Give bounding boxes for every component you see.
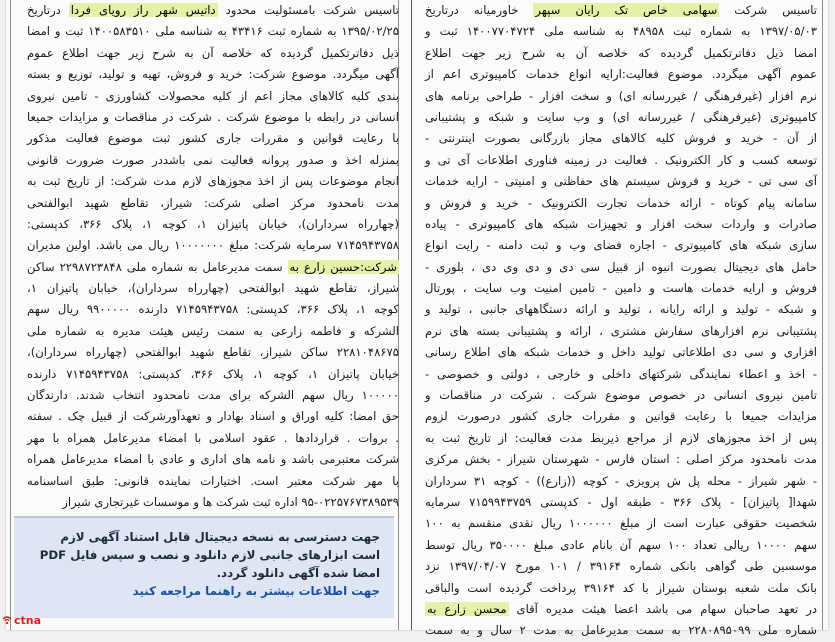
left-text-line: خیابان پاتیزان ۱، کوچه ۱، پلاک ۳۶۶، کدپستی: ۷۱۴۵۹۴۳۷۵۸ دارنده [27, 366, 399, 381]
right-text-line: عموم آگهی میگردد. موضوع فعالیت:ارایه انواع خدمات کامپیوتری اعم از [425, 67, 817, 82]
highlighted-phrase: شرکت:حسین زارع به [289, 259, 397, 274]
guide-link[interactable]: جهت اطلاعات بیشتر به راهنما مراجعه کنید [132, 584, 380, 598]
right-text-line: تامین نیروی انسانی در خصوص موضوع شرکت . شرکت در مناقصات و [425, 388, 817, 403]
right-text-line: توسعه کسب و کار الکترونیک . فعالیت در زمینه فناوری اطلاعات آی تی و [425, 152, 817, 167]
left-text-line: ۹۵-۰۲۲۵۷۶۷۳۸۹۵۳۹ اداره ثبت شرکت ها و موسسات غیرتجاری شیراز [62, 494, 399, 509]
right-text-line: در تعهد صاحبان سهام می باشد اعضا هیئت مدیره آقای محسن زارع به [427, 601, 817, 616]
right-text-line: شخصیت حقوقی عبارت است از مبلغ ۱۰۰۰۰۰۰ ریال نقدی منقسم به ۱۰۰ [425, 516, 817, 531]
right-text-line: افزاری و سی دی اطلاعاتی تولید داخل و خدمات شبکه های اطلاع رسانی [425, 345, 817, 360]
left-text-line: ذیل دفاترتکمیل گردیده که خلاصه آن به شرح زیر جهت اطلاع عموم [27, 45, 399, 60]
right-text-line: - شهر شیراز - محله پل ش پرویزی - کوچه ((زارع)) - کوچه ۳۱ سرداران [425, 473, 818, 488]
column-border-left [10, 0, 11, 630]
right-text-line: صادرات و واردات سخت افزار و تجهیزات شبکه های کامپیوتری - پیاده [425, 216, 817, 231]
right-text-line: آی سی تی - خرید و فروش سیستم های حفاظتی و امنیتی - ارایه خدمات [425, 174, 817, 189]
right-text-line: شهدا[ پاتیزان] - پلاک ۳۶۶ - طبقه اول - کدپستی ۷۱۵۹۹۴۳۷۵۹ سرمایه [425, 494, 817, 509]
left-text-line: شرکت معتبرمی باشد و نامه های اداری و عادی با امضاء مدیرعامل همراه [27, 452, 399, 467]
notice-line-2: است ابزارهای جانبی لازم دانلود و نصب و سپس فایل PDF [39, 548, 380, 562]
left-text-line: تاسیس شرکت بامسئولیت محدود داتیس شهر راز رویای فردا درتاریخ [27, 3, 399, 17]
left-text-line: حق امضا: کلیه اوراق و اسناد بهادار و تعهدآورشرکت از قبیل چک . سفته [27, 409, 399, 424]
highlighted-phrase: سهامی خاص تک رایان سپهر [535, 3, 718, 17]
right-text-line: و شبکه - تولید و ارائه رایانه ، تولید و ارائه دستگاههای جانبی ، تولید و [425, 302, 817, 317]
right-text-line: - اخذ و اعطاء نمایندگی شرکتهای داخلی و خارجی ، دولتی و خصوصی - [425, 366, 817, 381]
right-text-line: سهم ۱۰۰۰۰ ریالی تعداد ۱۰۰ سهم آن بانام عادی مبلغ ۳۵۰۰۰۰ ریال توسط [425, 537, 818, 552]
right-text-line: سامانه پیام کوتاه - ارائه خدمات تجارت الکترونیک - خرید و فروش و [425, 195, 817, 210]
right-text-line: مزایدات جمیعا با رعایت قوانین و مقررات جاری کشور درصورت لزوم [425, 409, 817, 424]
signal-icon [2, 615, 12, 625]
announcement-right-column [422, 0, 820, 638]
left-text-line: انجام موضوعات پس از اخذ مجوزهای لازم مدت شرکت: از تاریخ ثبت به [27, 174, 399, 189]
highlighted-phrase: داتیس شهر راز رویای فردا [70, 3, 216, 17]
logo-text: ctna [14, 613, 42, 627]
left-text-line: ۷۱۴۵۹۴۳۷۵۸ سرمایه شرکت: مبلغ ۱۰۰۰۰۰۰۰ ریال می باشد. اولین مدیران [27, 238, 399, 253]
right-text-line: پشتیبانی نرم افزارهای سفارش مشتری ، ارائه و پشتیبانی بسته های نرم [425, 323, 817, 338]
right-text-line: سازی شبکه های کامپیوتری - اجاره فضای وب و ثبت دامنه - رایت انواع [425, 238, 817, 253]
right-text-line: پس از اخذ مجوزهای لازم از مراجع ذیربط مدت فعالیت: از تاریخ ثبت به [425, 430, 817, 445]
left-text-line: آگهی میگردد. موضوع شرکت: خرید و فروش، تهیه و تولید، توزیع و بسته [27, 67, 399, 82]
left-text-line: مدت نامحدود مرکز اصلی شرکت: شیراز، تقاطع شهید ابوالفتحی [27, 195, 399, 210]
left-text-line: ۲۲۸۱۰۴۸۶۷۵ ساکن شیراز، تقاطع شهید ابوالفتحی (چهارراه سرداران)، [27, 345, 399, 360]
right-text-line: فروش و ارایه خدمات هاست و دامین - تامین امنیت وب سایت ، پورتال [425, 281, 817, 296]
notice-line-3: امضا شده آگهی دانلود گردد. [216, 566, 380, 580]
column-divider [411, 0, 412, 630]
right-text-line: کامپیوتری (غیرفرهنگی / غیررسانه ای) و وب سایت و شبکه و پشتیبانی [425, 109, 817, 124]
newspaper-page [6, 0, 828, 638]
left-text-line: بندی کلیه کالاهای مجاز اعم از کلیه محصولات کشاورزی - تامین نیروی [27, 88, 399, 103]
highlighted-phrase: محسن زارع به [427, 601, 507, 616]
right-text-line: نرم افزار (غیرفرهنگی / غیررسانه ای) و سخت افزار - طراحی برنامه های [425, 88, 817, 103]
left-text-line: . بروات . قراردادها . عقود اسلامی با امضاء مدیرعامل همراه با مهر [27, 430, 399, 445]
left-text-line: (چهارراه سرداران)، خیابان پاتیزان ۱، کوچه ۱، پلاک ۳۶۶، کدپستی: [27, 216, 399, 231]
left-text-line: الشرکه و فاطمه زارعی به سمت رئیس هیئت مدیره به شماره ملی [27, 323, 399, 338]
left-text-line: ۱۰۰۰۰۰ ریال سهم الشرکه برای مدت نامحدود انتخاب شدند. دارندگان [27, 388, 399, 403]
left-text-line: شرکت:حسین زارع به سمت مدیرعامل به شماره ملی ۲۲۹۸۷۲۳۸۴۸ ساکن [27, 259, 397, 274]
left-text-line: با رعایت قوانین و مقررات جاری کشور ثبت موضوع فعالیت مذکور [27, 131, 399, 146]
notice-line-1: جهت دسترسی به نسخه دیجیتال قابل استناد آگهی لازم [60, 530, 380, 544]
right-text-line: حامل های دیجیتال بصورت انبوه از قبیل سی دی و دی وی دی ، بلوری - [425, 259, 817, 274]
right-text-line: بانک ملت شعبه بوستان شیراز با کد ۳۹۱۶۴ پرداخت گردیده است والباقی [425, 580, 817, 595]
right-text-line: موسسین طی گواهی بانکی شماره ۳۹۱۶۴ / ۱۰۱ مورخ ۱۳۹۷/۰۴/۰۷ نزد [425, 559, 817, 574]
right-text-line: ۱۳۹۷/۰۵/۰۳ به شماره ثبت ۴۸۹۵۸ به شناسه ملی ۱۴۰۰۷۷۰۴۷۲۴ ثبت و [425, 24, 817, 39]
right-text-line: شماره ملی ۲۲۸۰۸۹۵۰۹۹ به سمت مدیرعامل به مدت ۲ سال و به سمت [425, 623, 817, 638]
right-text-line: امضا ذیل دفاترتکمیل گردیده که خلاصه آن به شرح زیر جهت اطلاع [425, 45, 817, 60]
left-text-line: شیراز، تقاطع شهید ابوالفتحی (چهارراه سرداران)، خیابان پاتیزان ۱، [27, 281, 399, 296]
right-text-line: از آن - خرید و فروش کلیه کالاهای مجاز بازرگانی بصورت اینترنتی - [425, 131, 817, 146]
left-text-line: بمنزله اخذ و صدور پروانه فعالیت نمی باشددر صورت ضرورت قانونی [27, 152, 399, 167]
left-text-line: با مهر شرکت معتبر است. اختیارات نماینده قانونی: طبق اساسنامه [27, 473, 399, 488]
digital-copy-notice [14, 516, 394, 618]
left-text-line: کوچه ۱، پلاک ۳۶۶، کدپستی: ۷۱۴۵۹۴۳۷۵۸ دارنده ۹۹۰۰۰۰۰ ریال سهم [27, 302, 399, 317]
column-border-right [822, 0, 823, 630]
site-logo [2, 612, 41, 628]
right-text-line: تاسیس شرکت سهامی خاص تک رایان سپهر خاورمیانه درتاریخ [425, 3, 817, 17]
left-text-line: ۱۳۹۵/۰۲/۲۵ به شماره ثبت ۴۳۴۱۶ به شناسه ملی ۱۴۰۰۵۸۳۵۱۰ ثبت و امضا [27, 24, 399, 39]
left-text-line: انسانی در رابطه با موضوع شرکت . شرکت در مناقصات و مزایدات جمیعا [27, 109, 399, 124]
right-text-line: مدت نامحدود مرکز اصلی : استان فارس - شهرستان شیراز - بخش مرکزی [425, 452, 817, 467]
